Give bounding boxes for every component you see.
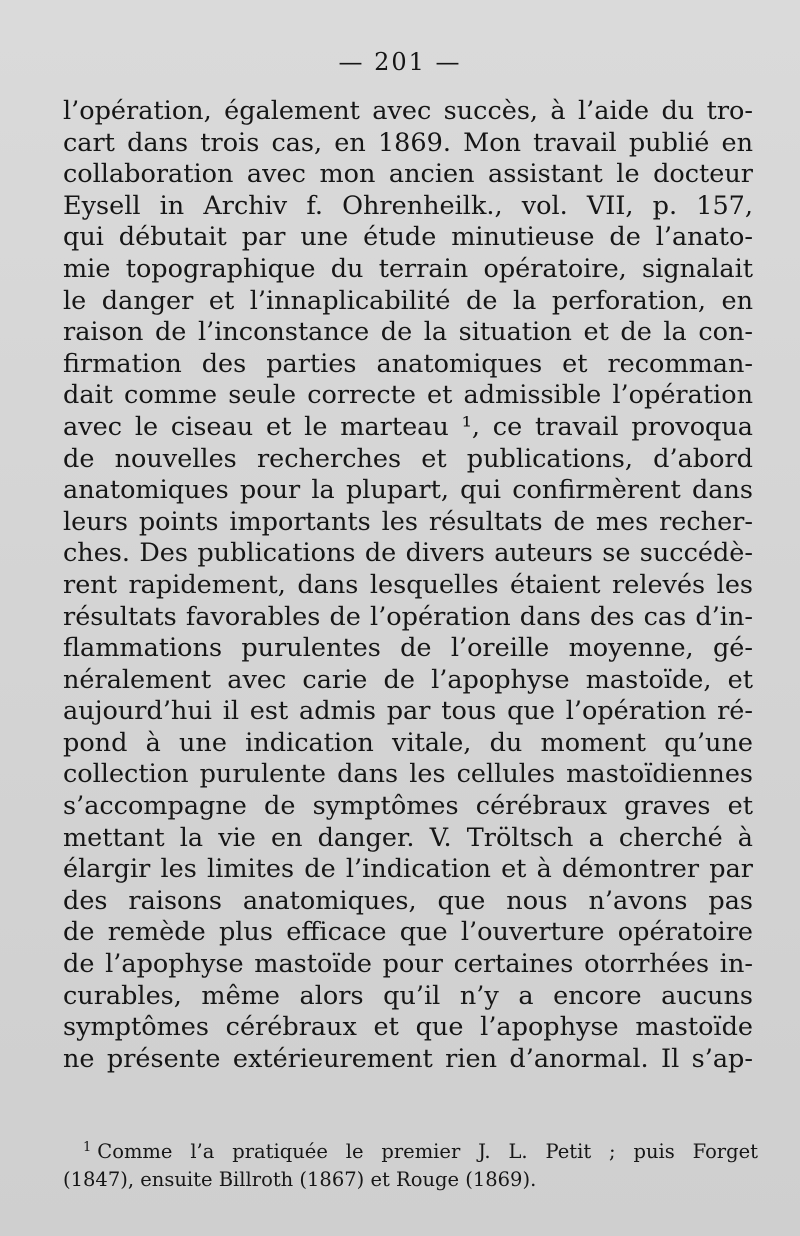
- text-line: anatomiques pour la plupart, qui confirmèrent dans: [63, 475, 753, 506]
- text-line: ches. Des publications de divers auteurs se succédè-: [63, 538, 753, 569]
- text-line: résultats favorables de l’opération dans des cas d’in-: [63, 601, 753, 632]
- text-line: leurs points importants les résultats de mes recher-: [63, 506, 753, 537]
- footnote-line: (1847), ensuite Billroth (1867) et Rouge (1869).: [63, 1168, 537, 1191]
- footnote-marker: 1: [83, 1140, 92, 1155]
- text-line: raison de l’inconstance de la situation et de la con-: [63, 317, 753, 348]
- text-line: dait comme seule correcte et admissible l’opération: [63, 380, 753, 411]
- main-text: [63, 96, 753, 1075]
- text-line: avec le ciseau et le marteau ¹, ce travail provoqua: [63, 411, 753, 442]
- text-line: aujourd’hui il est admis par tous que l’opération ré-: [63, 696, 753, 727]
- page-number: — 201 —: [338, 48, 462, 76]
- text-line: cart dans trois cas, en 1869. Mon travail publié en: [63, 127, 753, 158]
- text-line: mettant la vie en danger. V. Tröltsch a cherché à: [63, 822, 753, 853]
- text-line: mie topographique du terrain opératoire, signalait: [63, 253, 753, 284]
- text-line: collection purulente dans les cellules mastoïdiennes: [63, 759, 753, 790]
- text-line: qui débutait par une étude minutieuse de l’anato-: [63, 222, 753, 253]
- text-line: flammations purulentes de l’oreille moyenne, gé-: [63, 633, 753, 664]
- text-line: curables, même alors qu’il n’y a encore aucuns: [63, 980, 753, 1011]
- footnote-line: [63, 1138, 758, 1166]
- footnote-text: Comme l’a pratiquée le premier J. L. Petit ; puis Forget: [97, 1140, 758, 1163]
- text-line: symptômes cérébraux et que l’apophyse mastoïde: [63, 1012, 753, 1043]
- text-line: s’accompagne de symptômes cérébraux graves et: [63, 791, 753, 822]
- text-line: de nouvelles recherches et publications, d’abord: [63, 443, 753, 474]
- text-line: des raisons anatomiques, que nous n’avons pas: [63, 885, 753, 916]
- footnote: [63, 1138, 758, 1194]
- text-line: élargir les limites de l’indication et à démontrer par: [63, 854, 753, 885]
- text-line: firmation des parties anatomiques et recomman-: [63, 348, 753, 379]
- text-line: collaboration avec mon ancien assistant le docteur: [63, 159, 753, 190]
- text-line: néralement avec carie de l’apophyse mastoïde, et: [63, 664, 753, 695]
- text-line: le danger et l’innaplicabilité de la perforation, en: [63, 285, 753, 316]
- text-line: ne présente extérieurement rien d’anormal. Il s’ap-: [63, 1043, 753, 1074]
- text-line: de remède plus efficace que l’ouverture opératoire: [63, 917, 753, 948]
- text-line: rent rapidement, dans lesquelles étaient relevés les: [63, 569, 753, 600]
- text-line: l’opération, également avec succès, à l’aide du tro-: [63, 96, 753, 126]
- text-line: Eysell in Archiv f. Ohrenheilk., vol. VII, p. 157,: [63, 190, 753, 221]
- text-line: pond à une indication vitale, du moment qu’une: [63, 727, 753, 758]
- text-line: de l’apophyse mastoïde pour certaines otorrhées in-: [63, 949, 753, 980]
